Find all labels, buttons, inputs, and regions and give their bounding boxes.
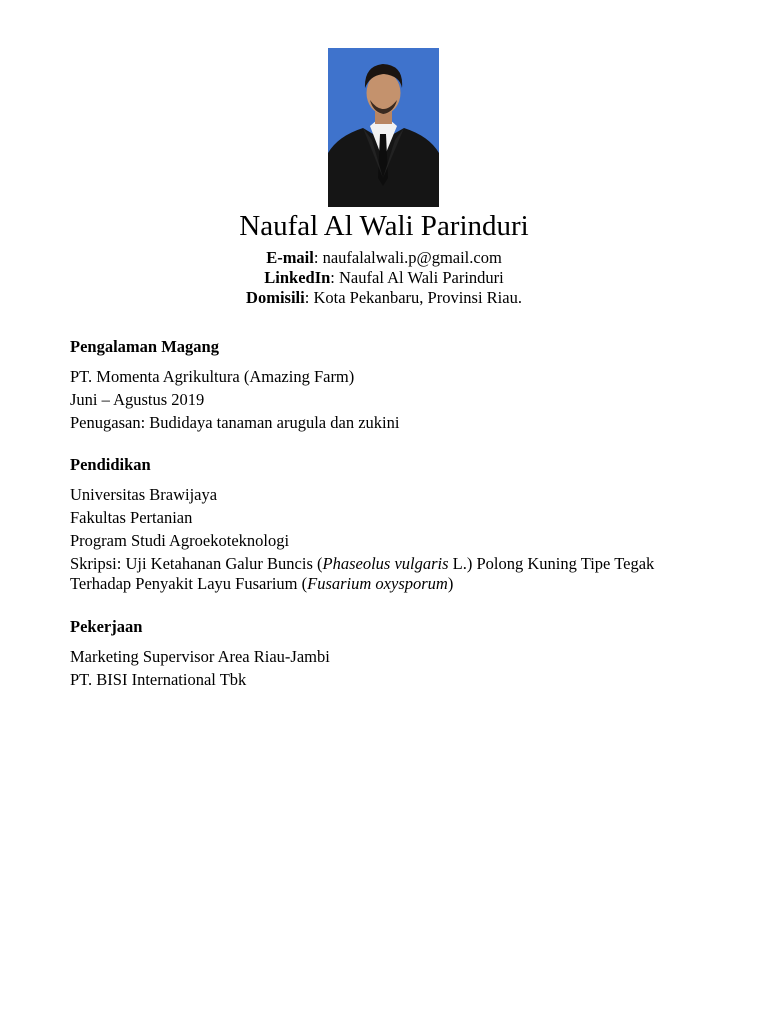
job-heading: Pekerjaan	[70, 617, 143, 636]
person-name: Naufal Al Wali Parinduri	[239, 210, 529, 242]
education-university: Universitas Brawijaya	[70, 485, 218, 504]
internship-heading: Pengalaman Magang	[70, 337, 219, 356]
internship-period: Juni – Agustus 2019	[70, 390, 205, 409]
profile-photo	[328, 48, 439, 207]
thesis-text-1: Skripsi: Uji Ketahanan Galur Buncis (	[70, 554, 323, 573]
education-thesis	[70, 554, 710, 594]
education-program: Program Studi Agroekoteknologi	[70, 531, 290, 550]
job-title: Marketing Supervisor Area Riau-Jambi	[70, 647, 330, 666]
education-faculty: Fakultas Pertanian	[70, 508, 193, 527]
job-company: PT. BISI International Tbk	[70, 670, 247, 689]
internship-company: PT. Momenta Agrikultura (Amazing Farm)	[70, 367, 355, 386]
email-line: E-mail: naufalalwali.p@gmail.com	[266, 248, 502, 267]
internship-section	[70, 337, 710, 434]
education-section	[70, 455, 710, 594]
email-label: E-mail	[266, 248, 314, 267]
profile-photo-image	[328, 48, 439, 207]
thesis-species-1: Phaseolus vulgaris	[322, 554, 449, 573]
domisili-label: Domisili	[246, 288, 305, 307]
education-heading: Pendidikan	[70, 455, 151, 474]
linkedin-label: LinkedIn	[264, 268, 331, 287]
contact-info	[0, 248, 768, 308]
thesis-text-2: L.) Polong Kuning Tipe Tegak Terhadap Penyakit Layu Fusarium (	[70, 554, 655, 593]
email-value: naufalalwali.p@gmail.com	[322, 248, 502, 267]
domisili-value: Kota Pekanbaru, Provinsi Riau.	[313, 288, 522, 307]
internship-assignment: Penugasan: Budidaya tanaman arugula dan zukini	[70, 413, 400, 432]
job-section	[70, 617, 710, 691]
linkedin-value: Naufal Al Wali Parinduri	[339, 268, 504, 287]
thesis-text-3: )	[447, 574, 454, 593]
linkedin-line: LinkedIn: Naufal Al Wali Parinduri	[264, 268, 504, 287]
domisili-line: Domisili: Kota Pekanbaru, Provinsi Riau.	[246, 288, 522, 307]
thesis-species-2: Fusarium oxysporum	[307, 574, 448, 593]
